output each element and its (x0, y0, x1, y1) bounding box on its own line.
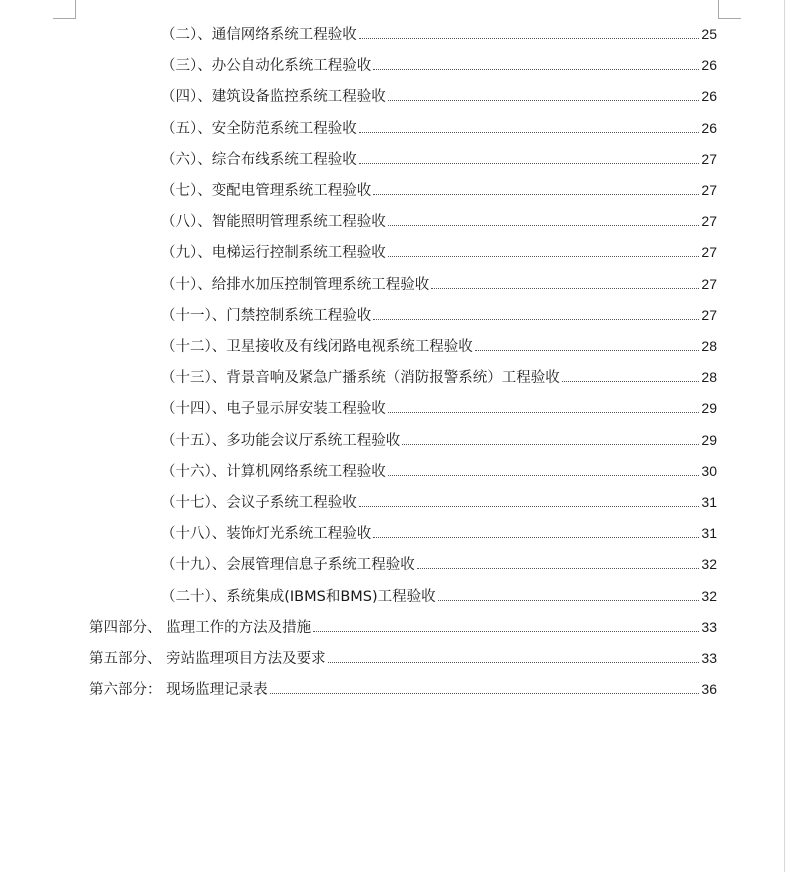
page-edge (784, 0, 785, 872)
toc-entry-title: （三）、办公自动化系统工程验收 (161, 58, 372, 75)
toc-entry[interactable] (161, 305, 717, 326)
toc-dot-leader (373, 69, 699, 70)
toc-entry-title: 第四部分、 监理工作的方法及措施 (89, 619, 312, 636)
toc-entry[interactable] (161, 554, 717, 575)
toc-dot-leader (388, 475, 700, 476)
toc-entry-page-number: 26 (701, 88, 717, 105)
toc-entry-title: （四）、建筑设备监控系统工程验收 (161, 89, 386, 106)
toc-dot-leader (270, 693, 700, 694)
toc-entry-title: （六）、综合布线系统工程验收 (161, 151, 357, 168)
toc-entry-page-number: 27 (701, 182, 717, 198)
toc-dot-leader (388, 100, 700, 101)
toc-entry-title: （九）、电梯运行控制系统工程验收 (161, 245, 386, 262)
toc-entry[interactable] (161, 242, 717, 263)
toc-entry-title: （十二）、卫星接收及有线闭路电视系统工程验收 (161, 339, 473, 355)
toc-entry-title: （五）、安全防范系统工程验收 (161, 120, 357, 137)
toc-dot-leader (388, 225, 700, 226)
toc-entry-page-number: 33 (701, 618, 717, 635)
toc-entry-title: （七）、变配电管理系统工程验收 (161, 183, 372, 199)
toc-entry[interactable] (161, 523, 717, 544)
toc-entry-page-number: 28 (701, 369, 717, 386)
toc-entry[interactable] (161, 24, 717, 45)
toc-entry-page-number: 26 (701, 57, 717, 74)
toc-entry-page-number: 31 (701, 525, 717, 542)
toc-dot-leader (402, 444, 699, 445)
toc-entry-page-number: 33 (701, 650, 717, 666)
toc-entry[interactable] (161, 586, 717, 607)
toc-dot-leader (388, 412, 700, 413)
toc-dot-leader (388, 256, 700, 257)
toc-entry[interactable] (161, 336, 717, 357)
toc-dot-leader (373, 319, 699, 320)
toc-entry-page-number: 29 (701, 400, 717, 417)
toc-entry[interactable] (161, 180, 717, 201)
toc-entry-title: （十六）、计算机网络系统工程验收 (161, 463, 386, 480)
page-corner-mark-top-right (718, 0, 741, 19)
toc-entry-title: （十八）、装饰灯光系统工程验收 (161, 526, 372, 543)
toc-entry[interactable] (161, 149, 717, 170)
toc-dot-leader (431, 288, 699, 289)
toc-entry-page-number: 36 (701, 681, 717, 698)
toc-entry-title: （二十）、系统集成(IBMS和BMS)工程验收 (161, 588, 436, 605)
toc-entry-title: （十七）、会议子系统工程验收 (161, 495, 357, 511)
toc-entry-page-number: 32 (701, 587, 717, 604)
toc-entry-title: 第六部分： 现场监理记录表 (89, 682, 268, 699)
toc-entry-page-number: 31 (701, 494, 717, 510)
toc-entry[interactable] (161, 492, 717, 513)
toc-entry[interactable] (161, 461, 717, 482)
toc-dot-leader (373, 537, 699, 538)
toc-entry[interactable] (89, 648, 717, 669)
toc-dot-leader (359, 132, 700, 133)
toc-entry-page-number: 27 (701, 275, 717, 292)
toc-entry-page-number: 27 (701, 213, 717, 230)
toc-entry-page-number: 30 (701, 462, 717, 479)
toc-entry[interactable] (161, 367, 717, 388)
toc-dot-leader (373, 194, 699, 195)
toc-entry-page-number: 28 (701, 338, 717, 354)
toc-dot-leader (475, 350, 700, 351)
toc-entry[interactable] (161, 274, 717, 295)
toc-entry-title: （十五）、多功能会议厅系统工程验收 (161, 432, 401, 449)
toc-entry[interactable] (161, 211, 717, 232)
toc-dot-leader (359, 163, 700, 164)
toc-entry-page-number: 27 (701, 244, 717, 261)
toc-dot-leader (328, 662, 700, 663)
toc-entry-page-number: 27 (701, 306, 717, 323)
toc-entry-page-number: 29 (701, 431, 717, 448)
page-corner-mark-top-left (53, 0, 76, 19)
toc-entry-title: （十一）、门禁控制系统工程验收 (161, 307, 372, 324)
toc-entry[interactable] (89, 679, 717, 700)
toc-entry[interactable] (161, 55, 717, 76)
toc-entry-title: （十）、给排水加压控制管理系统工程验收 (161, 276, 430, 293)
toc-dot-leader (359, 38, 700, 39)
toc-entry-title: （十九）、会展管理信息子系统工程验收 (161, 557, 415, 574)
toc-entry-title: （十三）、背景音响及紧急广播系统（消防报警系统）工程验收 (161, 370, 560, 387)
toc-entry-title: （十四）、电子显示屏安装工程验收 (161, 401, 386, 418)
toc-entry-page-number: 32 (701, 556, 717, 573)
toc-entry[interactable] (161, 398, 717, 419)
toc-dot-leader (562, 381, 700, 382)
toc-entry-page-number: 25 (701, 26, 717, 42)
toc-entry-title: （二）、通信网络系统工程验收 (161, 27, 357, 43)
toc-entry-title: 第五部分、 旁站监理项目方法及要求 (89, 651, 326, 667)
toc-entry-page-number: 27 (701, 150, 717, 167)
toc-entry[interactable] (161, 118, 717, 139)
toc-entry-page-number: 26 (701, 119, 717, 136)
toc-entry[interactable] (161, 430, 717, 451)
toc-entry-title: （八）、智能照明管理系统工程验收 (161, 214, 386, 231)
toc-entry[interactable] (161, 86, 717, 107)
toc-dot-leader (417, 568, 700, 569)
toc-dot-leader (359, 506, 700, 507)
toc-entry[interactable] (89, 617, 717, 638)
toc-dot-leader (313, 631, 699, 632)
toc-dot-leader (438, 600, 700, 601)
